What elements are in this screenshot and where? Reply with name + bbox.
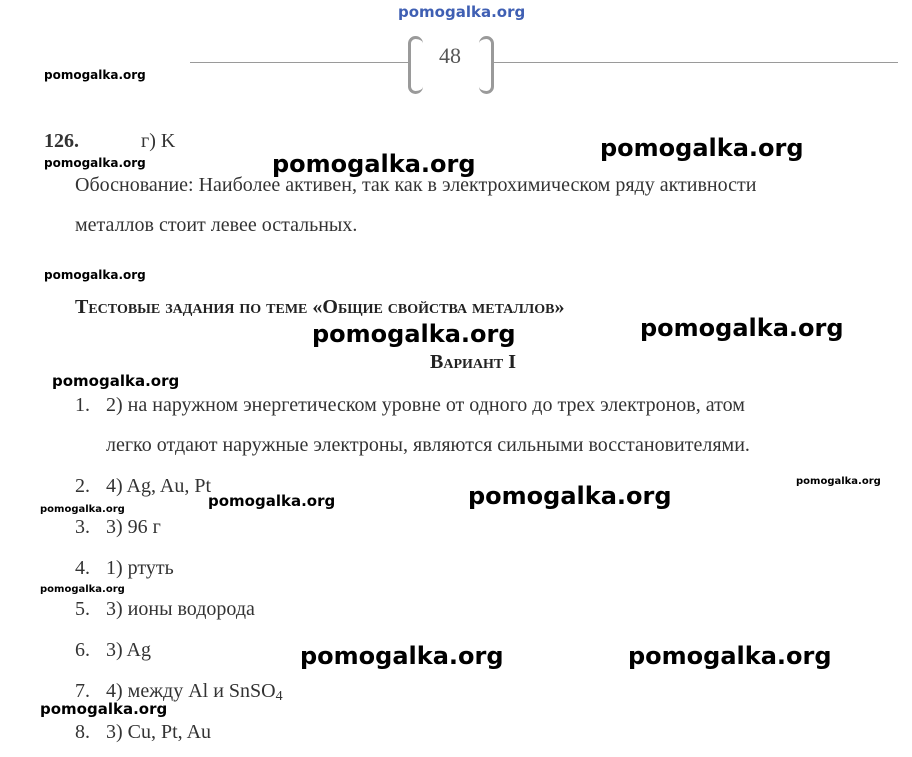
answer-item-7	[75, 680, 283, 705]
answer-text: 3) Ag	[106, 639, 151, 661]
header-rule-left	[190, 62, 408, 63]
answer-item-5	[75, 598, 255, 621]
answer-subscript: 4	[275, 689, 283, 704]
answer-item-4	[75, 557, 174, 580]
watermark-top: pomogalka.org	[398, 3, 526, 21]
watermark: pomogalka.org	[40, 700, 168, 718]
answer-item-6	[75, 639, 151, 662]
watermark: pomogalka.org	[208, 492, 336, 510]
watermark: pomogalka.org	[40, 504, 125, 515]
variant-title: Вариант I	[430, 351, 517, 373]
answer-text: 3) ионы водорода	[106, 598, 255, 620]
task-reason-line2: металлов стоит левее остальных.	[75, 214, 358, 236]
answer-number: 7.	[75, 680, 90, 702]
task-number: 126.	[44, 130, 79, 152]
answer-number: 8.	[75, 721, 90, 743]
watermark: pomogalka.org	[628, 642, 832, 670]
answer-text: 3) Cu, Pt, Au	[106, 721, 212, 743]
watermark: pomogalka.org	[796, 476, 881, 487]
watermark: pomogalka.org	[640, 314, 844, 342]
answer-number: 4.	[75, 557, 90, 579]
task-reason-line1: Обоснование: Наиболее активен, так как в электрохимическом ряду активности	[75, 174, 757, 196]
watermark: pomogalka.org	[44, 268, 146, 282]
answer-item-1	[75, 394, 745, 417]
answer-item-8	[75, 721, 211, 744]
answer-number: 3.	[75, 516, 90, 538]
answer-number: 6.	[75, 639, 90, 661]
page-bracket-right	[479, 36, 494, 94]
watermark: pomogalka.org	[44, 68, 146, 82]
answer-item-3	[75, 516, 161, 539]
answer-text: 2) на наружном энергетическом уровне от одного до трех электронов, атом	[106, 394, 745, 416]
watermark: pomogalka.org	[52, 372, 180, 390]
section-title: Тестовые задания по теме «Общие свойства металлов»	[75, 296, 565, 318]
answer-text: 4) между Al и SnSO	[106, 680, 276, 702]
watermark: pomogalka.org	[300, 642, 504, 670]
watermark: pomogalka.org	[312, 320, 516, 348]
answer-item-1-continuation: легко отдают наружные электроны, являются сильными восстановителями.	[106, 434, 750, 456]
header-rule-right	[494, 62, 898, 63]
answer-text: 3) 96 г	[106, 516, 161, 538]
watermark: pomogalka.org	[272, 150, 476, 178]
task-answer: г) K	[141, 130, 176, 152]
page-number: 48	[439, 43, 461, 68]
watermark: pomogalka.org	[600, 134, 804, 162]
answer-item-2	[75, 475, 211, 498]
answer-number: 2.	[75, 475, 90, 497]
watermark: pomogalka.org	[40, 584, 125, 595]
answer-number: 1.	[75, 394, 90, 416]
answer-text: 1) ртуть	[106, 557, 174, 579]
watermark: pomogalka.org	[44, 156, 146, 170]
answer-text: 4) Ag, Au, Pt	[106, 475, 212, 497]
page-bracket-left	[408, 36, 423, 94]
answer-number: 5.	[75, 598, 90, 620]
watermark: pomogalka.org	[468, 482, 672, 510]
